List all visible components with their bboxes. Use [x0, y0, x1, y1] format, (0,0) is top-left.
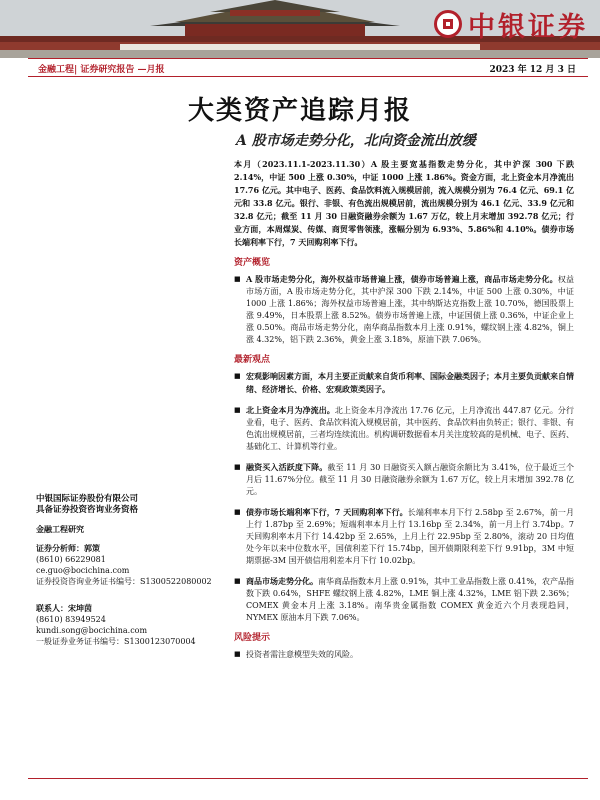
contact-email[interactable]: kundi.song@bocichina.com	[36, 626, 148, 635]
top-rule	[28, 58, 588, 59]
main-content	[234, 158, 574, 669]
brand-name: 中银证券	[468, 11, 588, 43]
org-name: 中银国际证券股份有限公司	[36, 494, 139, 504]
section-heading-overview: 资产概览	[234, 258, 271, 268]
sidebar-info	[36, 494, 221, 647]
list-item: ■ 商品市场走势分化。南华商品指数本月上涨 0.91%，其中工业品指数上涨 0.41%，农产品指数下跌 0.64%，SHFE 螺纹钢上涨 4.82%，LME 铜上涨 4.32%，LME 铝下跌 2.36%；COMEX 黄金本月上涨 3.18%。南华贵金属指数 COMEX 黄金近六个月表现趋同，NYMEX 原油本月下跌 7.06%。	[234, 575, 574, 624]
list-item: ■ A 股市场走势分化，海外权益市场普遍上涨，债券市场普遍上涨，商品市场走势分化。权益市场方面，A 股市场走势分化，其中沪深 300 下跌 2.14%，中证 500 上涨 0.30%，中证 1000 上涨 1.86%；海外权益市场普遍上涨，其中纳斯达克指数上涨 10.70%，德国股票上涨 9.49%，日本股票上涨 8.52%。债券市场普遍上涨，中证国债上涨 0.36%，中证企业上涨 0.50%。商品市场走势分化，南华商品指数本月上涨 0.91%，螺纹钢上涨 4.82%，铜上涨 4.32%，铝下跌 2.36%，黄金上涨 3.18%，原油下跌 7.06%。	[234, 273, 574, 346]
list-item: ■ 北上资金本月为净流出。北上资金本月净流出 17.76 亿元，上月净流出 447.87 亿元。分行业看，电子、医药、食品饮料流入规模居前，其中医药、食品饮料由负转正；银行、非银、有色流出规模居前，三者均连续流出。机构调研数据看本月关注度较高的是机械、电子、医药、基础化工、计算机等行业。	[234, 404, 574, 453]
org-qualification: 具备证券投资咨询业务资格	[36, 505, 139, 515]
list-item: ■ 投资者需注意模型失效的风险。	[234, 648, 574, 661]
report-category: 金融工程| 证券研究报告 —月报	[38, 65, 165, 75]
bank-of-china-icon	[434, 10, 462, 38]
summary-paragraph: 本月（2023.11.1-2023.11.30）A 股主要宽基指数走势分化，其中沪深 300 下跌 2.14%，中证 500 上涨 0.30%，中证 1000 上涨 1.86%。资金方面，北上资金本月净流出 17.76 亿元。其中电子、医药、食品饮料流入规模居前，流入规模分别为 76.4 亿元、69.1 亿元和 33.8 亿元。银行、非银、有色流出规模居前，流出规模分别为 46.1 亿元、33.9 亿元和 32.8 亿元；截至 11 月 30 日融资融券余额为 1.67 万亿，较上月末增加 392.78 亿元；行业方面，本周煤炭、传媒、商贸零售领涨，涨幅分别为 6.93%、5.86%和 4.10%。债券市场长端利率下行，7 天回购利率下行。	[234, 159, 574, 247]
report-subtitle: A 股市场走势分化，北向资金流出放缓	[236, 133, 476, 149]
analyst-phone: (8610) 66229081	[36, 555, 106, 564]
meta-rule	[28, 76, 588, 77]
department: 金融工程研究	[36, 524, 84, 534]
list-item: ■ 宏观影响因素方面，本月主要正贡献来自货币利率、国际金融类因子；本月主要负贡献来自情绪、经济增长、价格、宏观政策类因子。	[234, 370, 574, 396]
analyst-cert: 证券投资咨询业务证书编号：S1300522080002	[36, 577, 212, 586]
contact-phone: (8610) 83949524	[36, 615, 106, 624]
report-date: 2023 年 12 月 3 日	[489, 65, 576, 75]
contact-cert: 一般证券业务证书编号：S1300123070004	[36, 637, 196, 646]
analyst-label: 证券分析师：郭策	[36, 543, 100, 553]
bottom-rule	[28, 778, 588, 779]
contact-label: 联系人：宋坤茵	[36, 603, 92, 613]
report-title: 大类资产追踪月报	[187, 96, 412, 126]
list-item: ■ 融资买入活跃度下降。截至 11 月 30 日融资买入额占融资余额比为 3.41%，位于最近三个月后 11.67%分位。截至 11 月 30 日融资融券余额为 1.67 万亿，较上月末增加 392.78 亿元。	[234, 461, 574, 498]
section-heading-risk: 风险提示	[234, 633, 271, 643]
list-item: ■ 债券市场长端利率下行，7 天回购利率下行。长端利率本月下行 2.58bp 至 2.67%，前一月上行 1.87bp 至 2.69%；短端利率本月上行 13.16bp 至 2.34%，前一月上行 3.74bp。7 天回购利率本月下行 14.42bp 至 2.65%，上月上行 22.95bp 至 2.80%，滚动 20 日均值处今年以来中位数水平，国债利差下行 15.74bp，国开债期限利差下行 9.91bp，3M 中短期票据-3M 国开债信用利差本月下行 10.02bp。	[234, 506, 574, 567]
section-heading-views: 最新观点	[234, 355, 271, 365]
header-banner	[0, 0, 600, 58]
brand-logo	[434, 6, 588, 42]
analyst-email[interactable]: ce.guo@bocichina.com	[36, 566, 130, 575]
